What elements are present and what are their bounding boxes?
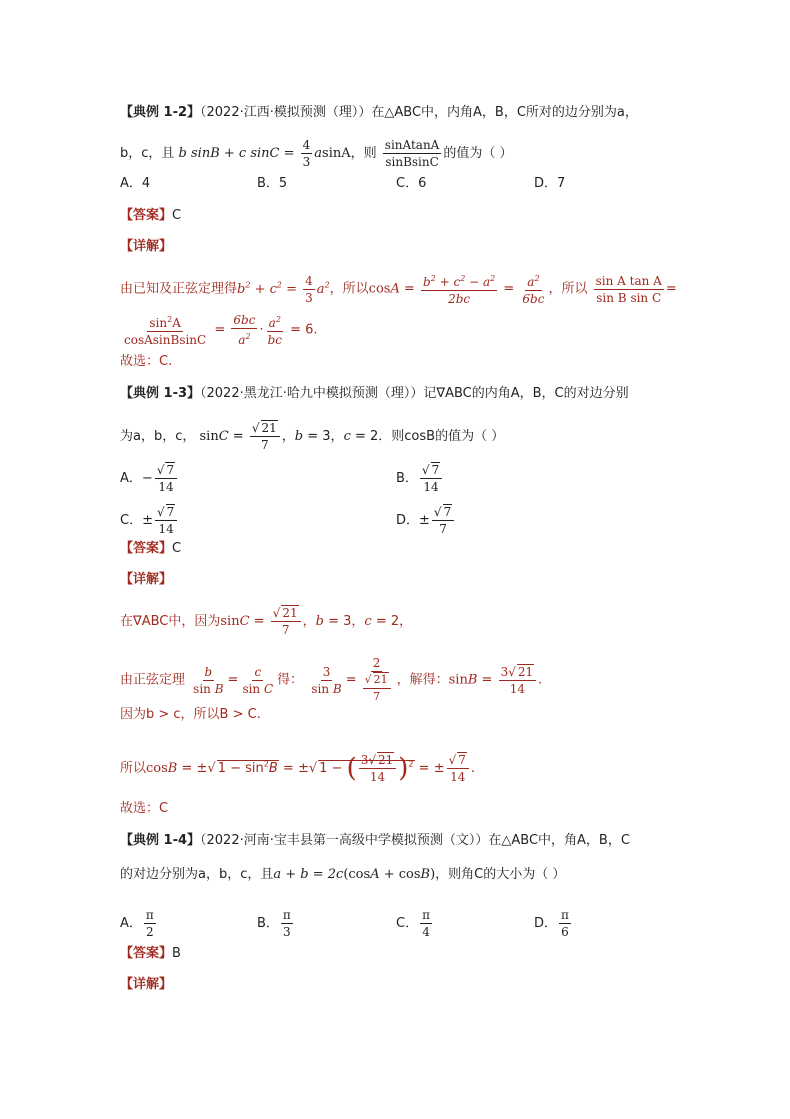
q2-conclusion: 故选：C (120, 801, 169, 816)
q2-answer-label: 【答案】 (120, 541, 173, 556)
q1-answer-value: C (172, 208, 182, 223)
q2-stem2b: ．则cosB的值为（ ） (378, 429, 505, 444)
q2-option-d: D．± $\frac{√ 7}{7}$ (396, 505, 456, 536)
q2-source: （2022·黑龙江·哈九中模拟预测（理）） (200, 386, 424, 401)
q2-sol1: 在∇ABC中，因为 (120, 614, 221, 629)
q3-answer (120, 945, 181, 963)
q2-sol2b: 得： (277, 672, 304, 688)
q1-stem-line2: b，c，且 b sinB + c sinC = $\frac{4}{3}$ asinA，则 $\frac{\text{sinAtanA}}{\text{sinBsinC}}$ 的值为（ ） (120, 138, 513, 169)
q1-option-a: A．4 (120, 176, 151, 191)
q2-solution-line3: 因为b > c，所以B > C. (120, 707, 261, 722)
q2-stem-line2: 为a，b，c， sinC = $\frac{√ 21}{7}$ ，b = 3，c = 2．则cosB的值为（ ） (120, 421, 505, 452)
q1-tag: 【典例 1-2】 (120, 105, 201, 120)
q3-option-c: C． $\frac{\pi}{4}$ (396, 908, 430, 939)
q3-stem-line2: 的对边分别为a，b，c，且a + b = 2c(cosA + cosB)，则角C的大小为（ ） (120, 867, 566, 882)
q2-option-c: C．± $\frac{√ 7}{14}$ (120, 505, 179, 536)
q1-detail-label: 【详解】 (120, 239, 173, 254)
q3-option-a: A． $\frac{\pi}{2}$ (120, 908, 154, 939)
q1-sol1b: ，所以 (329, 281, 369, 297)
q1-stem2c: 的值为（ ） (443, 146, 513, 161)
q1-solution-line1: 由已知及正弦定理得$b^2 + c^2$ = $\frac{4}{3}$ $a^2$，所以cosA = $\frac{b^2 + c^2 - a^2}{2bc}$ = $\frac{a^2}{6bc}$ ，所以 $\frac{\text{sin A tan A}}{\text{sin B sin C}}$ = (120, 273, 677, 306)
q3-detail-label: 【详解】 (120, 977, 173, 992)
q2-answer-value: C (172, 541, 182, 556)
q2-solution-line4: 所以cosB = ±√ $1 - \sin^2B$ = ±√ 1 − ( $\frac{3√ 21}{14}$ )$^2$ = ± $\frac{√ 7}{14}$ . (120, 753, 476, 784)
q2-solution-line2: 由正弦定理 $\frac{b}{\text{sin B}}$ = $\frac{c}{\text{sin C}}$ 得： $\frac{3}{\text{sin B}}$ = $\frac{2}{\frac{√ 21}{7}}$ ，解得：sinB = $\frac{3√ 21}{14}$ . (120, 656, 543, 703)
q3-stem-line1 (120, 832, 630, 850)
q1-option-d: D．7 (534, 176, 566, 191)
q2-answer (120, 540, 181, 558)
q2-sol4: 所以 (120, 761, 147, 776)
q3-answer-label: 【答案】 (120, 946, 173, 961)
q3-stem2a: 的对边分别为a，b，c，且 (120, 867, 274, 882)
q1-answer-label: 【答案】 (120, 208, 173, 223)
q2-option-b: B． $\frac{√ 7}{14}$ (396, 463, 444, 494)
q1-source: （2022·江西·模拟预测（理）） (200, 105, 372, 120)
q1-solution-line2: $\frac{\sin^2A}{\text{cosAsinBsinC}}$ = $\frac{6bc}{a^2}$ · $\frac{a^2}{bc}$ = 6. (124, 313, 318, 347)
q1-frac-4-3: $\frac{4}{3}$ (302, 138, 311, 169)
q1-stem2a: b，c，且 (120, 146, 175, 161)
q1-stem1: 在△ABC中，内角A，B，C所对的边分别为a， (371, 105, 638, 120)
q3-stem1: 在△ABC中，角A，B，C (488, 833, 630, 848)
q1-option-c: C．6 (396, 176, 427, 191)
q1-sol1a: 由已知及正弦定理得 (120, 281, 238, 297)
q1-sol1c: ，所以 (548, 281, 588, 297)
q1-conclusion: 故选：C. (120, 354, 173, 369)
q1-target-frac: $\frac{\text{sinAtanA}}{\text{sinBsinC}}$ (384, 138, 440, 169)
q1-condition-formula: b sinB + c sinC = (178, 146, 295, 161)
q3-tag: 【典例 1-4】 (120, 833, 201, 848)
q2-detail-label: 【详解】 (120, 572, 173, 587)
q1-stem2b: ，则 (350, 146, 377, 161)
q2-stem1: 记∇ABC的内角A，B，C的对边分别 (423, 386, 629, 401)
q2-solution-line1: 在∇ABC中，因为sinC = $\frac{√ 21}{7}$ ，b = 3，c = 2， (120, 606, 413, 637)
q2-option-a: A．− $\frac{√ 7}{14}$ (120, 463, 179, 494)
q3-source: （2022·河南·宝丰县第一高级中学模拟预测（文）） (200, 833, 489, 848)
q2-stem2a: 为a，b，c， (120, 429, 196, 444)
q3-answer-value: B (172, 946, 181, 961)
q2-stem-line1 (120, 385, 629, 403)
q3-option-b: B． $\frac{\pi}{3}$ (257, 908, 291, 939)
q1-stem-line1 (120, 104, 638, 122)
q1-option-b: B．5 (257, 176, 288, 191)
q3-stem2b: ，则角C的大小为（ ） (435, 867, 566, 882)
q3-option-d: D． $\frac{\pi}{6}$ (534, 908, 569, 939)
q2-sol2a: 由正弦定理 (120, 672, 186, 688)
q1-answer (120, 207, 181, 225)
q2-sol2c: ，解得： (396, 672, 449, 688)
q2-tag: 【典例 1-3】 (120, 386, 201, 401)
